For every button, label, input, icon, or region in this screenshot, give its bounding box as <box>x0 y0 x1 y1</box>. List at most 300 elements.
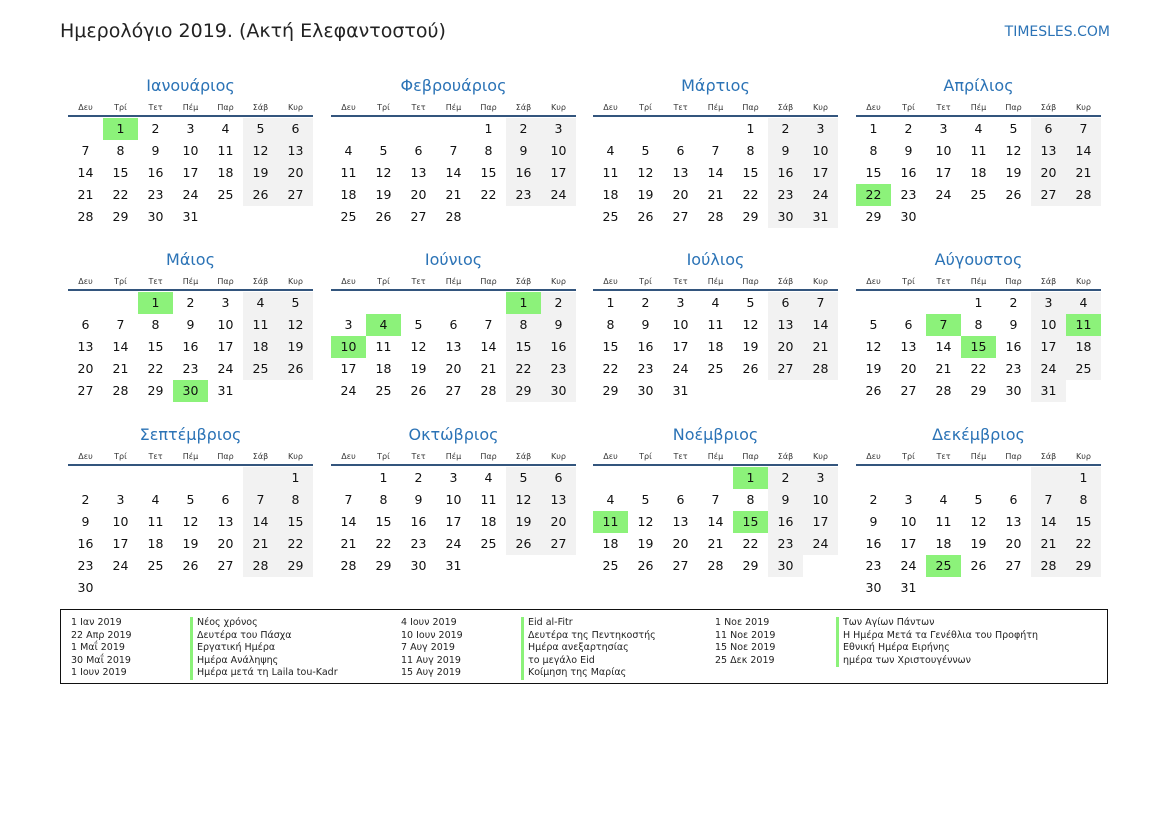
day-cell: 15 <box>147 339 164 354</box>
weekday-label: Κυρ <box>288 452 303 461</box>
day-cell: 9 <box>414 492 423 507</box>
weekday-header <box>68 449 313 466</box>
day-cell: 4 <box>243 292 278 314</box>
day-cell: 23 <box>865 558 882 573</box>
day-cell: 19 <box>375 187 392 202</box>
weekday-label: Παρ <box>1005 103 1022 112</box>
day-cell: 14 <box>803 314 838 336</box>
month-9 <box>68 421 313 599</box>
day-cell: 29 <box>375 558 392 573</box>
weekday-label: Τρί <box>902 452 915 461</box>
day-cell: 13 <box>768 314 803 336</box>
weekday-header <box>593 274 838 291</box>
day-cell: 26 <box>182 558 199 573</box>
day-cell: 5 <box>641 143 650 158</box>
weekday-label: Σάβ <box>252 452 269 461</box>
weekday-label: Τετ <box>673 103 688 112</box>
day-cell: 13 <box>77 339 94 354</box>
day-cell: 4 <box>366 314 401 336</box>
empty-cell <box>138 577 173 599</box>
empty-cell <box>926 292 961 314</box>
day-cell: 10 <box>217 317 234 332</box>
month-name: Οκτώβριος <box>408 425 499 444</box>
empty-cell <box>173 467 208 489</box>
weekday-label: Τετ <box>148 103 163 112</box>
empty-cell <box>541 555 576 577</box>
day-cell: 1 <box>278 467 313 489</box>
day-cell: 11 <box>970 143 987 158</box>
day-cell: 16 <box>768 162 803 184</box>
empty-cell <box>926 467 961 489</box>
legend-holiday-name: Εθνική Ημέρα Ειρήνης <box>836 642 1038 655</box>
empty-cell <box>278 577 313 599</box>
day-cell: 3 <box>939 121 948 136</box>
empty-cell <box>436 292 471 314</box>
day-cell: 24 <box>672 361 689 376</box>
day-cell: 10 <box>445 492 462 507</box>
empty-cell <box>103 292 138 314</box>
day-cell: 1 <box>506 292 541 314</box>
day-cell: 13 <box>278 140 313 162</box>
day-cell: 9 <box>768 140 803 162</box>
day-cell: 11 <box>707 317 724 332</box>
legend-holiday-name: Εργατική Ημέρα <box>190 642 338 655</box>
day-cell: 25 <box>602 558 619 573</box>
day-cell: 31 <box>217 383 234 398</box>
day-cell: 26 <box>243 184 278 206</box>
day-cell: 27 <box>445 383 462 398</box>
day-cell: 23 <box>182 361 199 376</box>
day-cell: 6 <box>768 292 803 314</box>
weekday-label: Σάβ <box>777 277 794 286</box>
day-cell: 21 <box>1066 162 1101 184</box>
day-cell: 15 <box>602 339 619 354</box>
day-cell: 7 <box>803 292 838 314</box>
day-cell: 25 <box>340 209 357 224</box>
day-cell: 17 <box>803 162 838 184</box>
day-cell: 29 <box>970 383 987 398</box>
weekday-label: Δευ <box>341 452 356 461</box>
empty-cell <box>996 467 1031 489</box>
empty-cell <box>698 467 733 489</box>
legend-holiday-name: Των Αγίων Πάντων <box>836 617 1038 630</box>
weekday-label: Τρί <box>114 103 127 112</box>
day-cell: 5 <box>1009 121 1018 136</box>
weekday-label: Πέμ <box>445 103 462 112</box>
day-cell: 2 <box>186 295 195 310</box>
day-cell: 28 <box>1066 184 1101 206</box>
day-cell: 6 <box>278 118 313 140</box>
day-cell: 20 <box>1031 162 1066 184</box>
legend-holiday-name: Δευτέρα του Πάσχα <box>190 630 338 643</box>
month-7 <box>593 246 838 402</box>
day-cell: 14 <box>1031 511 1066 533</box>
weekday-label: Παρ <box>1005 277 1022 286</box>
day-cell: 23 <box>77 558 94 573</box>
weekday-label: Κυρ <box>551 103 566 112</box>
day-cell: 27 <box>217 558 234 573</box>
day-cell: 22 <box>742 187 759 202</box>
empty-cell <box>471 206 506 228</box>
month-10 <box>331 421 576 577</box>
day-cell: 10 <box>1031 314 1066 336</box>
day-cell: 21 <box>445 187 462 202</box>
page-title: Ημερολόγιο 2019. (Ακτή Ελεφαντοστού) <box>60 20 446 42</box>
day-cell: 29 <box>602 383 619 398</box>
day-cell: 17 <box>935 165 952 180</box>
day-cell: 21 <box>77 187 94 202</box>
empty-cell <box>698 380 733 402</box>
day-cell: 14 <box>480 339 497 354</box>
legend-holiday-name: Νέος χρόνος <box>190 617 338 630</box>
legend-holiday-name: Eid al-Fitr <box>521 617 656 630</box>
day-cell: 4 <box>484 470 493 485</box>
weekday-label: Σάβ <box>1040 103 1057 112</box>
weekday-label: Πέμ <box>182 452 199 461</box>
legend-holiday-name: Κοίμηση της Μαρίας <box>521 667 656 680</box>
day-cell: 17 <box>182 165 199 180</box>
day-cell: 15 <box>480 165 497 180</box>
legend-date: 1 Μαΐ 2019 <box>71 642 125 653</box>
empty-cell <box>103 467 138 489</box>
empty-cell <box>593 467 628 489</box>
day-cell: 29 <box>742 209 759 224</box>
day-cell: 8 <box>278 489 313 511</box>
day-cell: 20 <box>410 187 427 202</box>
weekday-label: Τετ <box>411 277 426 286</box>
empty-cell <box>803 380 838 402</box>
empty-cell <box>593 118 628 140</box>
day-cell: 1 <box>1066 467 1101 489</box>
weekday-label: Παρ <box>742 277 759 286</box>
day-cell: 3 <box>344 317 353 332</box>
day-cell: 22 <box>506 358 541 380</box>
day-cell: 11 <box>340 165 357 180</box>
day-cell: 29 <box>112 209 129 224</box>
day-cell: 14 <box>340 514 357 529</box>
weekday-label: Παρ <box>1005 452 1022 461</box>
day-cell: 16 <box>1005 339 1022 354</box>
empty-cell <box>1031 467 1066 489</box>
day-cell: 30 <box>637 383 654 398</box>
day-cell: 28 <box>1031 555 1066 577</box>
month-8 <box>856 246 1101 402</box>
day-cell: 2 <box>541 292 576 314</box>
day-cell: 14 <box>707 514 724 529</box>
day-cell: 28 <box>243 555 278 577</box>
day-cell: 22 <box>1066 533 1101 555</box>
weekday-label: Σάβ <box>515 277 532 286</box>
empty-cell <box>278 206 313 228</box>
weekday-label: Σάβ <box>252 103 269 112</box>
month-name: Αύγουστος <box>934 250 1023 269</box>
weekday-header <box>593 100 838 117</box>
day-cell: 28 <box>707 209 724 224</box>
day-cell: 21 <box>480 361 497 376</box>
day-cell: 15 <box>1066 511 1101 533</box>
day-cell: 6 <box>221 492 230 507</box>
day-cell: 12 <box>742 317 759 332</box>
day-cell: 3 <box>803 467 838 489</box>
weekday-label: Πέμ <box>970 103 987 112</box>
day-cell: 24 <box>803 184 838 206</box>
day-cell: 5 <box>974 492 983 507</box>
empty-cell <box>1066 206 1101 228</box>
day-cell: 23 <box>768 533 803 555</box>
day-cell: 30 <box>768 555 803 577</box>
day-cell: 26 <box>970 558 987 573</box>
day-cell: 7 <box>926 314 961 336</box>
empty-cell <box>891 292 926 314</box>
weekday-label: Παρ <box>480 277 497 286</box>
empty-cell <box>366 118 401 140</box>
day-cell: 29 <box>506 380 541 402</box>
day-cell: 21 <box>935 361 952 376</box>
day-cell: 15 <box>733 511 768 533</box>
empty-cell <box>173 577 208 599</box>
day-cell: 2 <box>641 295 650 310</box>
day-cell: 20 <box>1005 536 1022 551</box>
day-cell: 21 <box>1031 533 1066 555</box>
day-cell: 21 <box>803 336 838 358</box>
empty-cell <box>366 292 401 314</box>
day-cell: 20 <box>541 511 576 533</box>
weekday-label: Σάβ <box>515 103 532 112</box>
weekday-label: Κυρ <box>1076 277 1091 286</box>
day-cell: 24 <box>340 383 357 398</box>
weekday-label: Δευ <box>866 103 881 112</box>
day-cell: 11 <box>602 165 619 180</box>
month-name: Απρίλιος <box>943 76 1014 95</box>
weekday-header <box>331 449 576 466</box>
day-cell: 4 <box>974 121 983 136</box>
day-cell: 19 <box>742 339 759 354</box>
day-cell: 28 <box>935 383 952 398</box>
weekday-label: Τρί <box>377 452 390 461</box>
day-cell: 3 <box>221 295 230 310</box>
weekday-label: Δευ <box>341 277 356 286</box>
month-6 <box>331 246 576 402</box>
weekday-label: Σάβ <box>777 452 794 461</box>
weekday-label: Σάβ <box>515 452 532 461</box>
day-grid <box>331 291 576 402</box>
empty-cell <box>243 380 278 402</box>
day-cell: 2 <box>81 492 90 507</box>
day-cell: 24 <box>541 184 576 206</box>
day-cell: 12 <box>278 314 313 336</box>
legend-dates-2 <box>401 617 463 680</box>
day-cell: 11 <box>243 314 278 336</box>
weekday-label: Τετ <box>936 452 951 461</box>
day-cell: 25 <box>926 555 961 577</box>
weekday-label: Τρί <box>377 103 390 112</box>
day-cell: 18 <box>970 165 987 180</box>
day-cell: 25 <box>707 361 724 376</box>
weekday-label: Τετ <box>411 452 426 461</box>
day-cell: 5 <box>278 292 313 314</box>
legend-holiday-name: Ημέρα μετά τη Laila tou-Kadr <box>190 667 338 680</box>
day-cell: 22 <box>970 361 987 376</box>
day-cell: 16 <box>900 165 917 180</box>
day-cell: 1 <box>974 295 983 310</box>
day-cell: 20 <box>77 361 94 376</box>
month-name: Φεβρουάριος <box>400 76 507 95</box>
day-cell: 27 <box>410 209 427 224</box>
day-cell: 29 <box>1066 555 1101 577</box>
day-cell: 12 <box>243 140 278 162</box>
day-cell: 23 <box>147 187 164 202</box>
month-name: Σεπτέμβριος <box>139 425 242 444</box>
day-cell: 3 <box>676 295 685 310</box>
day-cell: 8 <box>869 143 878 158</box>
weekday-label: Πέμ <box>445 277 462 286</box>
empty-cell <box>891 467 926 489</box>
day-cell: 26 <box>1005 187 1022 202</box>
legend-holiday-name: Ημέρα Ανάληψης <box>190 655 338 668</box>
legend-date: 11 Νοε 2019 <box>715 629 776 641</box>
empty-cell <box>506 206 541 228</box>
day-cell: 27 <box>900 383 917 398</box>
day-cell: 25 <box>375 383 392 398</box>
day-cell: 13 <box>1031 140 1066 162</box>
day-grid <box>331 117 576 228</box>
empty-cell <box>961 467 996 489</box>
day-cell: 31 <box>182 209 199 224</box>
day-cell: 18 <box>340 187 357 202</box>
legend-date: 15 Νοε 2019 <box>715 642 776 653</box>
weekday-label: Δευ <box>603 103 618 112</box>
day-cell: 20 <box>900 361 917 376</box>
day-cell: 7 <box>449 143 458 158</box>
weekday-label: Πέμ <box>707 103 724 112</box>
day-cell: 11 <box>147 514 164 529</box>
weekday-label: Τετ <box>673 452 688 461</box>
month-name: Ιούνιος <box>424 250 483 269</box>
day-cell: 19 <box>637 536 654 551</box>
day-cell: 7 <box>1066 118 1101 140</box>
day-cell: 24 <box>217 361 234 376</box>
day-cell: 19 <box>637 187 654 202</box>
weekday-label: Σάβ <box>252 277 269 286</box>
weekday-label: Πέμ <box>445 452 462 461</box>
day-cell: 9 <box>541 314 576 336</box>
day-cell: 7 <box>81 143 90 158</box>
day-cell: 7 <box>243 489 278 511</box>
day-cell: 20 <box>217 536 234 551</box>
day-cell: 8 <box>379 492 388 507</box>
day-cell: 20 <box>768 336 803 358</box>
weekday-label: Πέμ <box>707 277 724 286</box>
day-cell: 25 <box>970 187 987 202</box>
day-grid <box>593 466 838 577</box>
empty-cell <box>68 118 103 140</box>
day-cell: 9 <box>768 489 803 511</box>
weekday-label: Κυρ <box>288 103 303 112</box>
day-cell: 13 <box>672 165 689 180</box>
day-cell: 26 <box>742 361 759 376</box>
day-cell: 10 <box>331 336 366 358</box>
day-cell: 17 <box>340 361 357 376</box>
weekday-label: Τρί <box>902 103 915 112</box>
month-4 <box>856 72 1101 228</box>
legend-holiday-name: Ημέρα ανεξαρτησίας <box>521 642 656 655</box>
legend-date: 1 Ιαν 2019 <box>71 617 122 628</box>
day-cell: 17 <box>541 162 576 184</box>
day-cell: 2 <box>506 118 541 140</box>
month-name: Μάρτιος <box>681 76 750 95</box>
day-cell: 11 <box>593 511 628 533</box>
empty-cell <box>961 577 996 599</box>
day-cell: 3 <box>803 118 838 140</box>
month-12 <box>856 421 1101 599</box>
weekday-header <box>331 274 576 291</box>
day-cell: 8 <box>484 143 493 158</box>
empty-cell <box>926 577 961 599</box>
day-cell: 12 <box>637 514 654 529</box>
empty-cell <box>1031 206 1066 228</box>
day-cell: 14 <box>445 165 462 180</box>
empty-cell <box>103 577 138 599</box>
day-cell: 4 <box>221 121 230 136</box>
legend-date: 1 Ιουν 2019 <box>71 667 127 678</box>
weekday-label: Τετ <box>936 103 951 112</box>
day-cell: 22 <box>480 187 497 202</box>
day-cell: 15 <box>961 336 996 358</box>
day-cell: 4 <box>606 143 615 158</box>
day-cell: 27 <box>768 358 803 380</box>
day-cell: 3 <box>449 470 458 485</box>
day-cell: 22 <box>147 361 164 376</box>
day-cell: 27 <box>541 533 576 555</box>
day-cell: 26 <box>278 358 313 380</box>
day-cell: 29 <box>742 558 759 573</box>
day-cell: 5 <box>379 143 388 158</box>
day-grid <box>68 291 313 402</box>
empty-cell <box>1066 577 1101 599</box>
day-cell: 26 <box>410 383 427 398</box>
day-cell: 26 <box>637 558 654 573</box>
day-cell: 24 <box>182 187 199 202</box>
weekday-label: Δευ <box>603 452 618 461</box>
weekday-label: Κυρ <box>813 277 828 286</box>
day-cell: 1 <box>138 292 173 314</box>
weekday-label: Κυρ <box>813 103 828 112</box>
day-cell: 10 <box>112 514 129 529</box>
brand-link[interactable]: TIMESLES.COM <box>1004 24 1110 40</box>
weekday-label: Δευ <box>866 277 881 286</box>
day-cell: 2 <box>768 467 803 489</box>
day-cell: 3 <box>1031 292 1066 314</box>
day-cell: 10 <box>672 317 689 332</box>
day-cell: 11 <box>1066 314 1101 336</box>
day-cell: 25 <box>1066 358 1101 380</box>
day-cell: 1 <box>484 121 493 136</box>
day-cell: 8 <box>1066 489 1101 511</box>
empty-cell <box>541 206 576 228</box>
day-cell: 2 <box>1009 295 1018 310</box>
day-cell: 25 <box>217 187 234 202</box>
day-cell: 19 <box>182 536 199 551</box>
weekday-header <box>593 449 838 466</box>
day-cell: 7 <box>711 492 720 507</box>
day-cell: 22 <box>112 187 129 202</box>
day-cell: 28 <box>340 558 357 573</box>
weekday-label: Πέμ <box>970 277 987 286</box>
weekday-header <box>68 274 313 291</box>
day-cell: 1 <box>746 121 755 136</box>
day-cell: 15 <box>278 511 313 533</box>
weekday-label: Τετ <box>148 452 163 461</box>
